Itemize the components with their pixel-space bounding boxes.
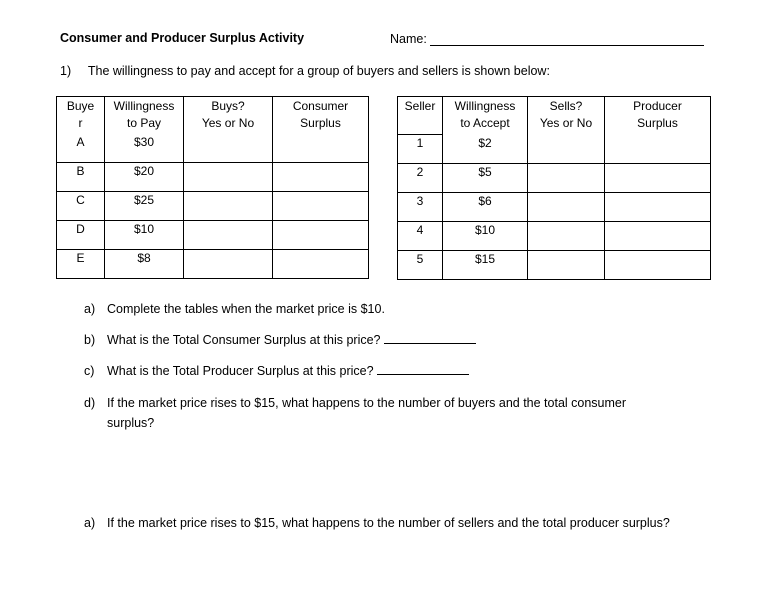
- table-row: [398, 135, 711, 164]
- willingness-cell: $10: [443, 222, 528, 251]
- willingness-cell: $30: [105, 134, 184, 163]
- buyer-cell: B: [57, 163, 105, 192]
- table-row: [398, 164, 711, 193]
- header-buyer: Buye r: [57, 97, 105, 135]
- producer-surplus-input-cell[interactable]: [605, 251, 711, 280]
- buys-input-cell[interactable]: [184, 192, 273, 221]
- table-row: [57, 221, 369, 250]
- seller-cell: 3: [398, 193, 443, 222]
- willingness-cell: $15: [443, 251, 528, 280]
- willingness-cell: $2: [443, 135, 528, 164]
- producer-surplus-input-cell[interactable]: [605, 222, 711, 251]
- name-blank-line[interactable]: [430, 45, 704, 46]
- question-1-number: 1): [60, 64, 72, 78]
- buys-input-cell[interactable]: [184, 221, 273, 250]
- header-willingness-to-pay: Willingness to Pay: [105, 97, 184, 135]
- subquestion-text: What is the Total Consumer Surplus at this price?: [107, 333, 381, 347]
- subquestion-label: c): [84, 364, 95, 378]
- willingness-cell: $5: [443, 164, 528, 193]
- header-sells: Sells? Yes or No: [528, 97, 605, 135]
- table-row: [398, 193, 711, 222]
- sells-input-cell[interactable]: [528, 251, 605, 280]
- question-1-text: The willingness to pay and accept for a group of buyers and sellers is shown below:: [87, 64, 550, 78]
- buys-input-cell[interactable]: [184, 134, 273, 163]
- name-label: Name:: [390, 32, 427, 46]
- producer-surplus-input-cell[interactable]: [605, 135, 711, 164]
- willingness-cell: $6: [443, 193, 528, 222]
- sells-input-cell[interactable]: [528, 135, 605, 164]
- answer-blank-line[interactable]: [384, 343, 476, 344]
- willingness-cell: $8: [105, 250, 184, 279]
- seller-cell: 4: [398, 222, 443, 251]
- willingness-cell: $25: [105, 192, 184, 221]
- table-row: [57, 163, 369, 192]
- question-1: [60, 64, 550, 78]
- willingness-cell: $10: [105, 221, 184, 250]
- consumer-surplus-input-cell[interactable]: [273, 250, 369, 279]
- subquestion-b: [84, 333, 476, 347]
- consumer-surplus-input-cell[interactable]: [273, 192, 369, 221]
- subquestion-text: If the market price rises to $15, what happens to the number of buyers and the total consumer: [107, 396, 627, 410]
- subquestion-d: [84, 396, 626, 410]
- table-row: [57, 134, 369, 163]
- seller-cell: 2: [398, 164, 443, 193]
- consumer-surplus-input-cell[interactable]: [273, 221, 369, 250]
- subquestion-text: If the market price rises to $15, what happens to the number of sellers and the total producer surplus?: [107, 516, 670, 530]
- table-row: [398, 222, 711, 251]
- subquestion-e: [84, 516, 670, 530]
- subquestion-d-continuation: surplus?: [107, 416, 155, 430]
- subquestion-label: d): [84, 396, 96, 410]
- buys-input-cell[interactable]: [184, 250, 273, 279]
- sells-input-cell[interactable]: [528, 164, 605, 193]
- producer-surplus-input-cell[interactable]: [605, 193, 711, 222]
- buyer-cell: C: [57, 192, 105, 221]
- header-willingness-to-accept: Willingness to Accept: [443, 97, 528, 135]
- header-seller: Seller: [398, 97, 443, 135]
- producer-surplus-input-cell[interactable]: [605, 164, 711, 193]
- answer-blank-line[interactable]: [377, 374, 469, 375]
- subquestion-label: b): [84, 333, 96, 347]
- seller-cell: 5: [398, 251, 443, 280]
- buys-input-cell[interactable]: [184, 163, 273, 192]
- header-consumer-surplus: Consumer Surplus: [273, 97, 369, 135]
- table-row: [398, 251, 711, 280]
- buyer-table-header: [57, 97, 369, 135]
- subquestion-a: [84, 302, 385, 316]
- subquestion-text: What is the Total Producer Surplus at this price?: [107, 364, 374, 378]
- subquestion-label: a): [84, 302, 96, 316]
- sells-input-cell[interactable]: [528, 222, 605, 251]
- buyer-cell: E: [57, 250, 105, 279]
- seller-table-header: [398, 97, 711, 135]
- subquestion-text: Complete the tables when the market price is $10.: [107, 302, 385, 316]
- subquestion-c: [84, 364, 469, 378]
- seller-table: [397, 96, 711, 280]
- consumer-surplus-input-cell[interactable]: [273, 163, 369, 192]
- table-row: [57, 192, 369, 221]
- buyer-cell: A: [57, 134, 105, 163]
- buyer-cell: D: [57, 221, 105, 250]
- header-producer-surplus: Producer Surplus: [605, 97, 711, 135]
- table-row: [57, 250, 369, 279]
- header-buys: Buys? Yes or No: [184, 97, 273, 135]
- buyer-table: [56, 96, 369, 279]
- sells-input-cell[interactable]: [528, 193, 605, 222]
- subquestion-label: a): [84, 516, 96, 530]
- consumer-surplus-input-cell[interactable]: [273, 134, 369, 163]
- worksheet-title: Consumer and Producer Surplus Activity: [60, 31, 305, 45]
- willingness-cell: $20: [105, 163, 184, 192]
- seller-cell: 1: [398, 135, 443, 164]
